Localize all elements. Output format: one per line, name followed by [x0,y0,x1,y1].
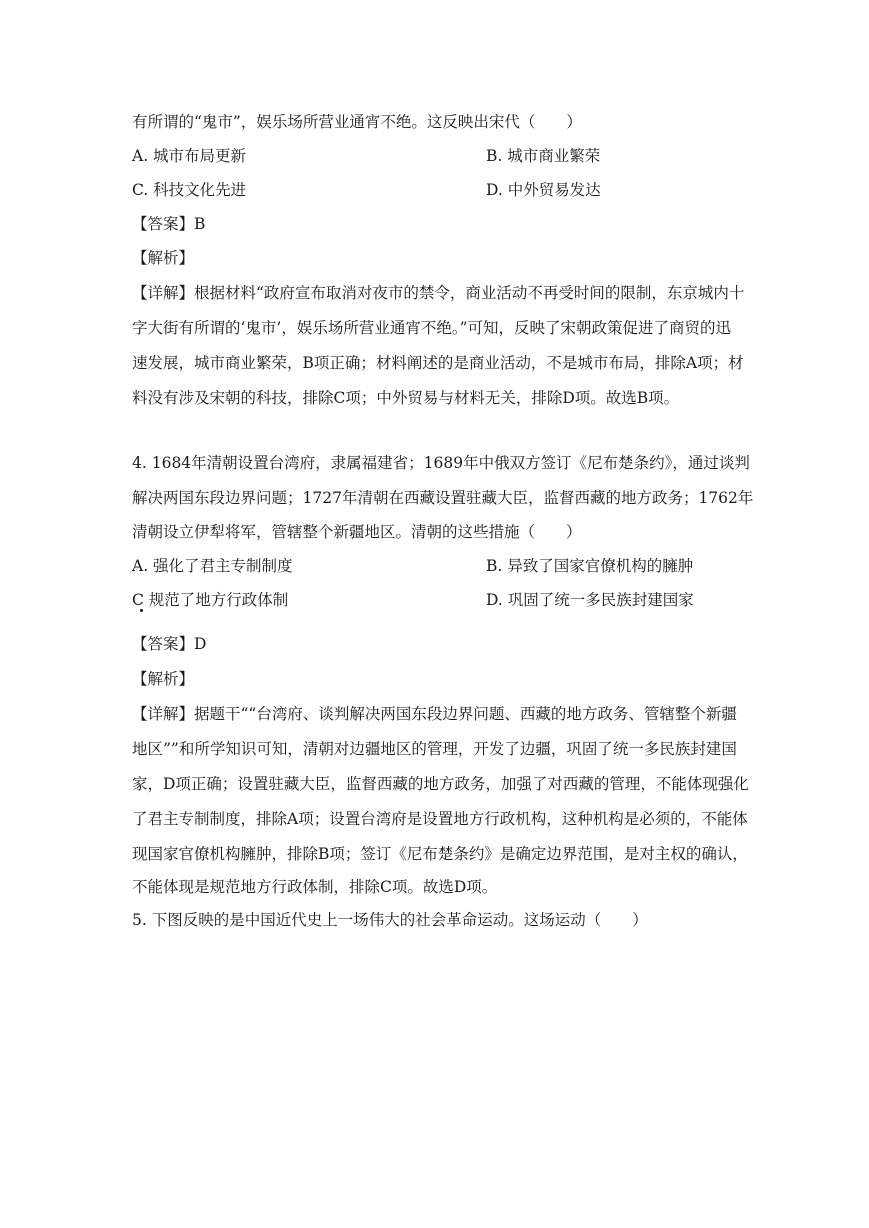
q3-stem-tail: 有所谓的“鬼市”，娱乐场所营业通宵不绝。这反映出宋代（ ） [132,113,582,131]
q4-detail-line: 现国家官僚机构臃肿，排除B项；签订《尼布楚条约》是确定边界范围，是对主权的确认， [132,845,748,863]
q4-option-d: D. 巩固了统一多民族封建国家 [486,591,694,609]
q4-detail-line: 不能体现是规范地方行政体制，排除C项。故选D项。 [132,878,498,896]
q4-detail-line: 了君主专制制度，排除A项；设置台湾府是设置地方行政机构，这种机构是必须的，不能体 [132,810,748,828]
stray-dot-mark [140,609,143,612]
q4-detail-line: 【详解】据题干““台湾府、谈判解决两国东段边界问题、西藏的地方政务、管辖整个新疆 [132,705,737,723]
q4-stem-line: 解决两国东段边界问题；1727年清朝在西藏设置驻藏大臣，监督西藏的地方政务；1762年 [132,489,754,507]
q3-option-a: A. 城市布局更新 [132,147,247,165]
q4-analysis-label: 【解析】 [132,670,195,688]
q3-option-d: D. 中外贸易发达 [486,181,601,199]
q3-detail-line: 料没有涉及宋朝的科技，排除C项；中外贸易与材料无关，排除D项。故选B项。 [132,389,680,407]
q3-option-c: C. 科技文化先进 [132,181,247,199]
q4-stem-line: 4. 1684年清朝设置台湾府，隶属福建省；1689年中俄双方签订《尼布楚条约》，通过谈判 [132,454,750,472]
q3-answer: 【答案】B [132,215,206,233]
q4-option-c: C 规范了地方行政体制 [132,591,289,609]
q3-detail-line: 【详解】根据材料“政府宣布取消对夜市的禁令，商业活动不再受时间的限制，东京城内十 [132,284,745,302]
q4-detail-line: 地区””和所学知识可知，清朝对边疆地区的管理，开发了边疆，巩固了统一多民族封建国 [132,740,737,758]
q3-detail-line: 字大街有所谓的‘鬼市’，娱乐场所营业通宵不绝。”可知，反映了宋朝政策促进了商贸的迅 [132,319,732,337]
q4-option-b: B. 异致了国家官僚机构的臃肿 [486,557,694,575]
q3-analysis-label: 【解析】 [132,249,195,267]
q4-option-a: A. 强化了君主专制制度 [132,557,293,575]
q5-stem: 5. 下图反映的是中国近代史上一场伟大的社会革命运动。这场运动（ ） [132,911,648,929]
q4-stem-line: 清朝设立伊犁将军，管辖整个新疆地区。清朝的这些措施（ ） [132,523,582,541]
q4-detail-line: 家，D项正确；设置驻藏大臣，监督西藏的地方政务，加强了对西藏的管理，不能体现强化 [132,775,749,793]
q3-option-b: B. 城市商业繁荣 [486,147,601,165]
q4-answer: 【答案】D [132,635,207,653]
q3-detail-line: 速发展，城市商业繁荣，B项正确；材料阐述的是商业活动，不是城市布局，排除A项；材 [132,354,744,372]
